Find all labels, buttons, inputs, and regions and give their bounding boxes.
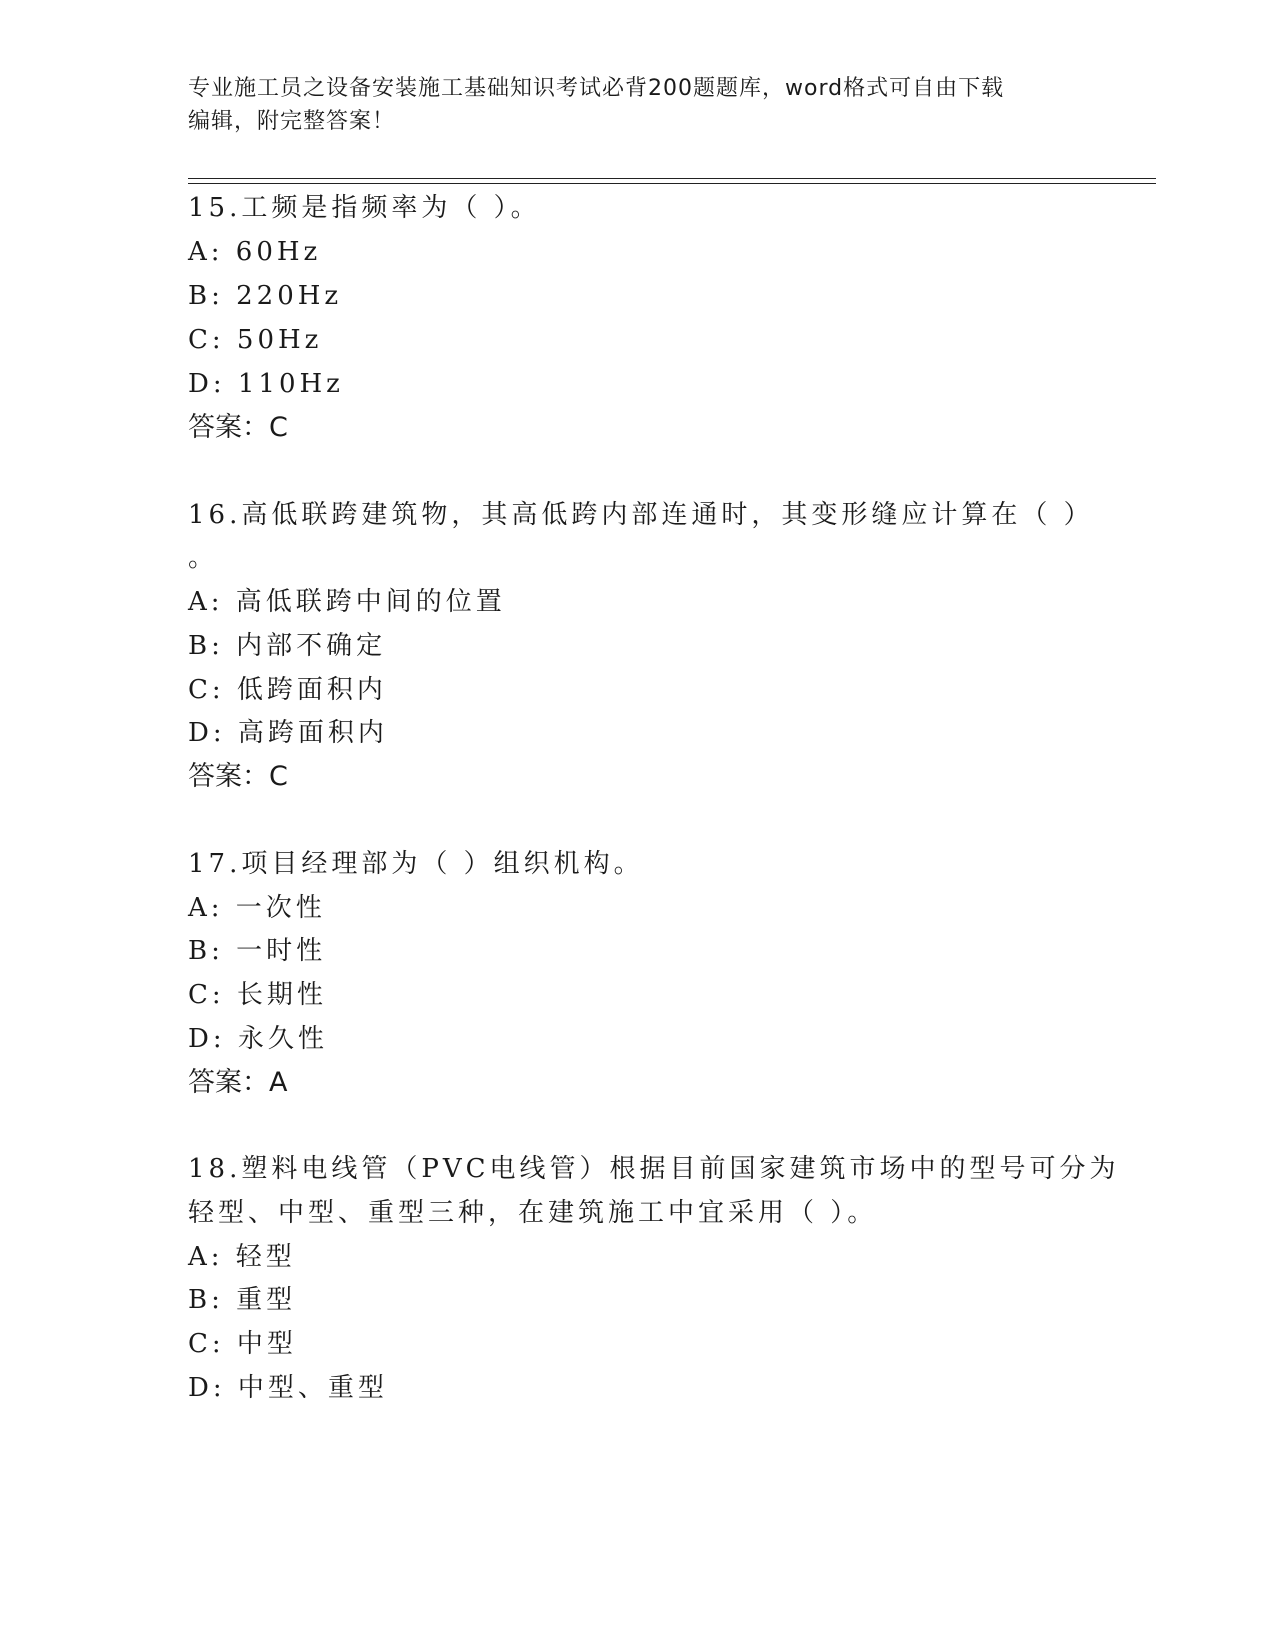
question-16-stem-continuation: 。: [188, 543, 219, 573]
question-16-option-a: A: 高低联跨中间的位置: [188, 587, 506, 617]
header-line-1: 专业施工员之设备安装施工基础知识考试必背200题题库，word格式可自由下载: [188, 76, 1005, 101]
question-18-option-b: B: 重型: [188, 1285, 297, 1315]
question-15-option-c: C: 50Hz: [188, 325, 323, 355]
question-18-stem: 18.塑料电线管（PVC电线管）根据目前国家建筑市场中的型号可分为: [188, 1154, 1120, 1184]
question-15-option-a: A: 60Hz: [188, 237, 322, 267]
header-line-2: 编辑，附完整答案！: [188, 109, 396, 134]
question-16-option-c: C: 低跨面积内: [188, 675, 387, 705]
question-17-option-b: B: 一时性: [188, 936, 327, 966]
question-18-stem-continuation: 轻型、中型、重型三种，在建筑施工中宜采用（ ）。: [188, 1198, 878, 1228]
document-header: [188, 72, 1068, 138]
question-18-option-c: C: 中型: [188, 1329, 297, 1359]
question-16-option-d: D: 高跨面积内: [188, 718, 388, 748]
question-17-answer: 答案：A: [188, 1067, 288, 1098]
question-18-option-d: D: 中型、重型: [188, 1373, 388, 1403]
header-divider-bottom: [188, 183, 1156, 184]
question-15-answer: 答案：C: [188, 412, 288, 443]
question-17-option-d: D: 永久性: [188, 1024, 328, 1054]
question-16-answer: 答案：C: [188, 761, 288, 792]
question-15-stem: 15.工频是指频率为（ ）。: [188, 193, 541, 223]
question-17-option-a: A: 一次性: [188, 893, 326, 923]
question-15-option-b: B: 220Hz: [188, 281, 343, 311]
question-16-stem: 16.高低联跨建筑物，其高低跨内部连通时，其变形缝应计算在（ ）: [188, 500, 1094, 530]
question-16-option-b: B: 内部不确定: [188, 631, 387, 661]
question-17-option-c: C: 长期性: [188, 980, 327, 1010]
question-18-option-a: A: 轻型: [188, 1242, 296, 1272]
question-15-option-d: D: 110Hz: [188, 369, 344, 399]
question-17-stem: 17.项目经理部为（ ）组织机构。: [188, 849, 644, 879]
header-divider-top: [188, 178, 1156, 179]
